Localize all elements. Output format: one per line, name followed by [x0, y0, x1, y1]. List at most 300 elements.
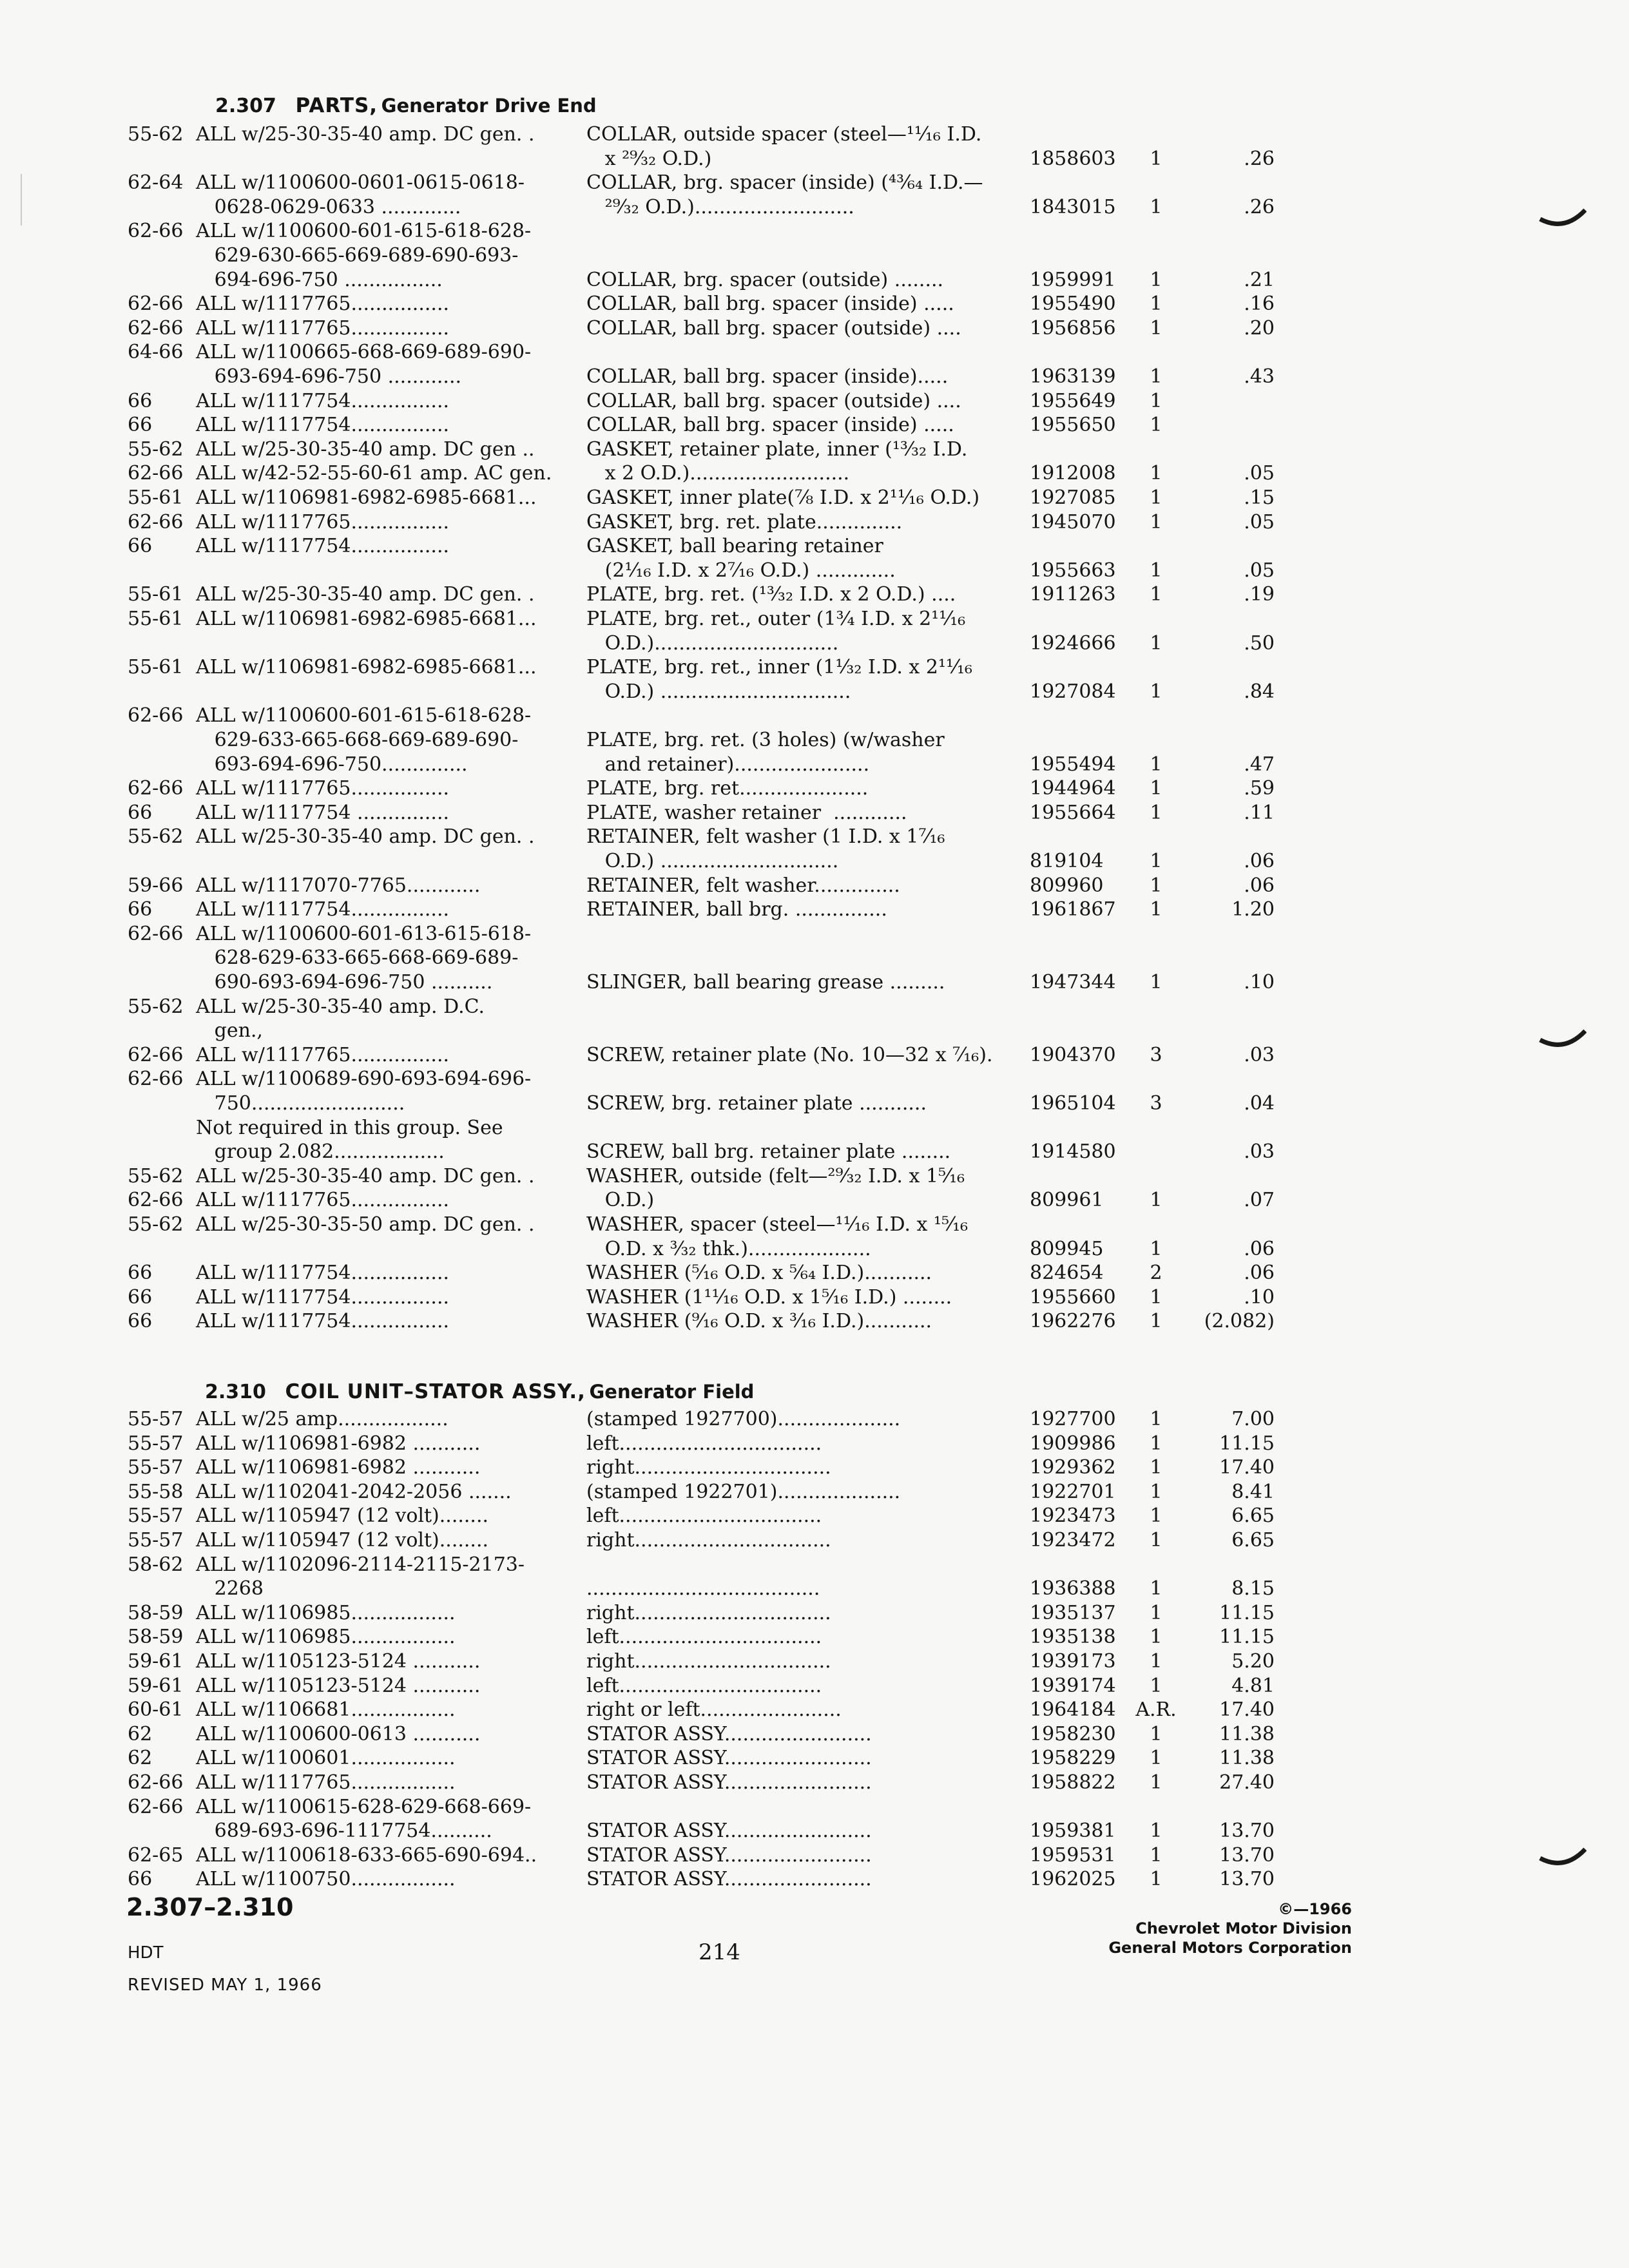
quantity-cell: 1 [1150, 1408, 1162, 1430]
corporation-name: General Motors Corporation [1108, 1939, 1352, 1957]
description-cell: (2¹⁄₁₆ I.D. x 2⁷⁄₁₆ O.D.) ............. [586, 559, 896, 582]
description-cell: PLATE, brg. ret..................... [586, 777, 869, 800]
application-cell: ALL w/25-30-35-50 amp. DC gen. . [196, 1213, 535, 1236]
description-cell: WASHER, spacer (steel—¹¹⁄₁₆ I.D. x ¹⁵⁄₁₆ [586, 1213, 969, 1236]
quantity-cell: 1 [1150, 680, 1162, 703]
price-cell: 7.00 [1231, 1408, 1275, 1430]
description-cell: RETAINER, felt washer (1 I.D. x 1⁷⁄₁₆ [586, 825, 945, 849]
part-number-cell: 1911263 [1030, 583, 1116, 606]
description-cell: O.D.).............................. [586, 631, 839, 655]
price-cell: .43 [1244, 365, 1275, 388]
part-number-cell: 1935137 [1030, 1601, 1116, 1624]
part-number-cell: 1922701 [1030, 1480, 1116, 1503]
part-number-cell: 1955663 [1030, 559, 1116, 582]
application-cell: ALL w/1106985................. [196, 1601, 456, 1624]
application-cell: ALL w/1106981-6982 ........... [196, 1432, 481, 1455]
price-cell: .50 [1244, 631, 1275, 655]
description-cell: right or left....................... [586, 1698, 842, 1722]
quantity-cell: 1 [1150, 850, 1162, 872]
year-cell: 62-66 [128, 1771, 184, 1794]
edge-tick-mark [1539, 1028, 1586, 1054]
quantity-cell: 1 [1150, 1601, 1162, 1624]
year-cell: 66 [128, 535, 153, 558]
year-cell: 62-66 [128, 1189, 184, 1212]
year-cell: 64-66 [128, 341, 184, 364]
quantity-cell: 1 [1150, 559, 1162, 582]
year-cell: 55-61 [128, 608, 184, 630]
description-cell: SCREW, ball brg. retainer plate ........ [586, 1140, 951, 1164]
price-cell: (2.082) [1204, 1310, 1275, 1333]
year-cell: 59-61 [128, 1650, 184, 1673]
application-cell: ALL w/1100615-628-629-668-669- [196, 1795, 532, 1818]
quantity-cell: 1 [1150, 1868, 1162, 1891]
price-cell: 4.81 [1231, 1674, 1275, 1697]
part-number-cell: 809961 [1030, 1189, 1104, 1212]
part-number-cell: 809945 [1030, 1237, 1104, 1260]
price-cell: 27.40 [1219, 1771, 1275, 1794]
application-cell: ALL w/1105947 (12 volt)........ [196, 1504, 489, 1528]
quantity-cell: 1 [1150, 898, 1162, 921]
year-cell: 66 [128, 801, 153, 824]
application-cell: ALL w/25-30-35-40 amp. DC gen. . [196, 583, 535, 606]
application-cell: ALL w/1105947 (12 volt)........ [196, 1529, 489, 1552]
quantity-cell: 1 [1150, 316, 1162, 340]
year-cell: 62-66 [128, 704, 184, 727]
year-cell: 62-66 [128, 293, 184, 316]
part-number-cell: 1959991 [1030, 268, 1116, 291]
quantity-cell: 1 [1150, 414, 1162, 437]
price-cell: 13.70 [1219, 1820, 1275, 1843]
margin-rule [21, 174, 22, 226]
section-title-2-310 [205, 1380, 754, 1403]
description-cell: x ²⁹⁄₃₂ O.D.) [586, 147, 712, 170]
quantity-cell: 1 [1150, 801, 1162, 824]
year-cell: 55-62 [128, 825, 184, 849]
price-cell: 1.20 [1231, 898, 1275, 921]
description-cell: ²⁹⁄₃₂ O.D.).......................... [586, 195, 854, 218]
description-cell: WASHER (⁹⁄₁₆ O.D. x ³⁄₁₆ I.D.)........... [586, 1310, 932, 1333]
year-cell: 55-62 [128, 1213, 184, 1236]
application-cell: ALL w/25-30-35-40 amp. DC gen. . [196, 1164, 535, 1187]
description-cell: PLATE, brg. ret., outer (1¾ I.D. x 2¹¹⁄₁₆ [586, 608, 966, 630]
part-number-cell: 1914580 [1030, 1140, 1116, 1164]
year-cell: 58-59 [128, 1601, 184, 1624]
quantity-cell: 2 [1150, 1262, 1162, 1285]
division-name: Chevrolet Motor Division [1135, 1919, 1352, 1937]
description-cell: O.D.) ............................... [586, 680, 851, 703]
price-cell: .05 [1244, 510, 1275, 533]
application-cell: ALL w/1117765................ [196, 316, 450, 340]
year-cell: 59-66 [128, 874, 184, 897]
application-cell: ALL w/1117765................ [196, 1189, 450, 1212]
price-cell: .16 [1244, 293, 1275, 316]
description-cell: O.D. x ³⁄₃₂ thk.).................... [586, 1237, 871, 1260]
quantity-cell: 1 [1150, 1650, 1162, 1673]
part-number-cell: 1912008 [1030, 462, 1116, 485]
price-cell: 11.15 [1219, 1432, 1275, 1455]
year-cell: 66 [128, 898, 153, 921]
application-cell: ALL w/1117070-7765............ [196, 874, 481, 897]
quantity-cell: 1 [1150, 874, 1162, 897]
quantity-cell: 1 [1150, 1577, 1162, 1600]
description-cell: (stamped 1927700).................... [586, 1408, 901, 1430]
quantity-cell: 1 [1150, 1843, 1162, 1867]
description-cell: right................................ [586, 1529, 831, 1552]
section-name: COIL UNIT–STATOR ASSY., [285, 1380, 586, 1403]
section-subtitle: Generator Field [589, 1381, 755, 1403]
description-cell: STATOR ASSY........................ [586, 1771, 872, 1794]
year-cell: 55-57 [128, 1408, 184, 1430]
part-number-cell: 1929362 [1030, 1456, 1116, 1479]
part-number-cell: 1923473 [1030, 1504, 1116, 1528]
price-cell: .07 [1244, 1189, 1275, 1212]
price-cell: 6.65 [1231, 1529, 1275, 1552]
quantity-cell: 1 [1150, 462, 1162, 485]
part-number-cell: 1956856 [1030, 316, 1116, 340]
description-cell: COLLAR, outside spacer (steel—¹¹⁄₁₆ I.D. [586, 123, 982, 146]
part-number-cell: 1939173 [1030, 1650, 1116, 1673]
application-cell: ALL w/1100600-601-615-618-628- [196, 704, 532, 727]
quantity-cell: 1 [1150, 1747, 1162, 1770]
price-cell: .03 [1244, 1140, 1275, 1164]
year-cell: 62 [128, 1722, 153, 1745]
quantity-cell: 1 [1150, 293, 1162, 316]
quantity-cell: 1 [1150, 1771, 1162, 1794]
quantity-cell: 1 [1150, 631, 1162, 655]
part-number-cell: 1955650 [1030, 414, 1116, 437]
edge-tick-mark [1539, 1847, 1586, 1872]
part-number-cell: 1843015 [1030, 195, 1116, 218]
description-cell: WASHER (⁵⁄₁₆ O.D. x ⁵⁄₆₄ I.D.)........... [586, 1262, 932, 1285]
application-cell: Not required in this group. See [196, 1116, 503, 1139]
price-cell: .06 [1244, 1237, 1275, 1260]
year-cell: 55-62 [128, 1164, 184, 1187]
price-cell: .19 [1244, 583, 1275, 606]
application-cell: 0628-0629-0633 ............. [196, 195, 461, 218]
quantity-cell: 1 [1150, 365, 1162, 388]
price-cell: 17.40 [1219, 1698, 1275, 1722]
price-cell: .20 [1244, 316, 1275, 340]
part-number-cell: 1947344 [1030, 971, 1116, 994]
quantity-cell: 1 [1150, 1626, 1162, 1649]
year-cell: 55-57 [128, 1529, 184, 1552]
application-cell: ALL w/1117754................ [196, 389, 450, 412]
application-cell: ALL w/25-30-35-40 amp. DC gen. . [196, 123, 535, 146]
part-number-cell: 1962276 [1030, 1310, 1116, 1333]
description-cell: GASKET, inner plate(⅞ I.D. x 2¹¹⁄₁₆ O.D.) [586, 486, 980, 509]
price-cell: .10 [1244, 1285, 1275, 1309]
part-number-cell: 1955490 [1030, 293, 1116, 316]
year-cell: 62-66 [128, 510, 184, 533]
quantity-cell: 1 [1150, 1432, 1162, 1455]
price-cell: 11.15 [1219, 1601, 1275, 1624]
part-number-cell: 819104 [1030, 850, 1104, 872]
quantity-cell: 1 [1150, 195, 1162, 218]
quantity-cell: 1 [1150, 1722, 1162, 1745]
section-name: PARTS, [295, 94, 378, 117]
year-cell: 62-65 [128, 1843, 184, 1867]
description-cell: right................................ [586, 1456, 831, 1479]
application-cell: ALL w/1117754................ [196, 1285, 450, 1309]
description-cell: right................................ [586, 1650, 831, 1673]
description-cell: WASHER, outside (felt—²⁹⁄₃₂ I.D. x 1⁵⁄₁₆ [586, 1164, 965, 1187]
description-cell: PLATE, brg. ret. (¹³⁄₃₂ I.D. x 2 O.D.) .... [586, 583, 956, 606]
quantity-cell: 1 [1150, 486, 1162, 509]
part-number-cell: 1939174 [1030, 1674, 1116, 1697]
year-cell: 58-59 [128, 1626, 184, 1649]
part-number-cell: 1958230 [1030, 1722, 1116, 1745]
section-subtitle: Generator Drive End [381, 95, 597, 117]
year-cell: 66 [128, 414, 153, 437]
price-cell: .06 [1244, 874, 1275, 897]
part-number-cell: 1958229 [1030, 1747, 1116, 1770]
application-cell: 628-629-633-665-668-669-689- [196, 947, 519, 970]
description-cell: STATOR ASSY........................ [586, 1843, 872, 1867]
description-cell: PLATE, brg. ret. (3 holes) (w/washer [586, 729, 945, 751]
description-cell: COLLAR, ball brg. spacer (outside) .... [586, 389, 961, 412]
part-number-cell: 1923472 [1030, 1529, 1116, 1552]
year-cell: 66 [128, 389, 153, 412]
description-cell: STATOR ASSY........................ [586, 1868, 872, 1891]
price-cell: .26 [1244, 147, 1275, 170]
year-cell: 55-58 [128, 1480, 184, 1503]
application-cell: ALL w/1106981-6982-6985-6681... [196, 608, 537, 630]
part-number-cell: 1955664 [1030, 801, 1116, 824]
description-cell: ...................................... [586, 1577, 820, 1600]
quantity-cell: 1 [1150, 147, 1162, 170]
year-cell: 55-57 [128, 1432, 184, 1455]
price-cell: 8.15 [1231, 1577, 1275, 1600]
year-cell: 66 [128, 1868, 153, 1891]
part-number-cell: 1944964 [1030, 777, 1116, 800]
part-number-cell: 1945070 [1030, 510, 1116, 533]
part-number-cell: 1909986 [1030, 1432, 1116, 1455]
price-cell: .06 [1244, 850, 1275, 872]
quantity-cell: 1 [1150, 1504, 1162, 1528]
section-number: 2.307 [215, 95, 276, 117]
part-number-cell: 1964184 [1030, 1698, 1116, 1722]
quantity-cell: 1 [1150, 971, 1162, 994]
year-cell: 60-61 [128, 1698, 184, 1722]
section-title-2-307 [215, 94, 597, 117]
quantity-cell: 1 [1150, 389, 1162, 412]
year-cell: 62-66 [128, 1795, 184, 1818]
application-cell: ALL w/1102096-2114-2115-2173- [196, 1553, 525, 1576]
description-cell: GASKET, ball bearing retainer [586, 535, 883, 558]
part-number-cell: 1955649 [1030, 389, 1116, 412]
application-cell: ALL w/1117754................ [196, 414, 450, 437]
application-cell: ALL w/1100750................. [196, 1868, 456, 1891]
price-cell: .10 [1244, 971, 1275, 994]
year-cell: 55-57 [128, 1456, 184, 1479]
copyright-year: ©—1966 [1278, 1900, 1352, 1918]
description-cell: COLLAR, ball brg. spacer (inside) ..... [586, 293, 954, 316]
part-number-cell: 1962025 [1030, 1868, 1116, 1891]
application-cell: 629-630-665-669-689-690-693- [196, 244, 519, 267]
application-cell: ALL w/1117754 ............... [196, 801, 450, 824]
year-cell: 55-57 [128, 1504, 184, 1528]
part-number-cell: 1955494 [1030, 753, 1116, 776]
description-cell: COLLAR, ball brg. spacer (inside)..... [586, 365, 949, 388]
application-cell: ALL w/1117754................ [196, 1310, 450, 1333]
quantity-cell: 1 [1150, 510, 1162, 533]
description-cell: left................................. [586, 1504, 822, 1528]
application-cell: ALL w/1117754................ [196, 1262, 450, 1285]
part-number-cell: 824654 [1030, 1262, 1104, 1285]
application-cell: ALL w/1106981-6982 ........... [196, 1456, 481, 1479]
quantity-cell: 1 [1150, 1674, 1162, 1697]
year-cell: 59-61 [128, 1674, 184, 1697]
edge-tick-mark [1539, 207, 1586, 233]
price-cell: .47 [1244, 753, 1275, 776]
quantity-cell: 1 [1150, 777, 1162, 800]
quantity-cell: 1 [1150, 753, 1162, 776]
description-cell: RETAINER, felt washer.............. [586, 874, 900, 897]
price-cell: .21 [1244, 268, 1275, 291]
application-cell: ALL w/1117754................ [196, 898, 450, 921]
quantity-cell: 1 [1150, 583, 1162, 606]
quantity-cell: 1 [1150, 1820, 1162, 1843]
description-cell: RETAINER, ball brg. ............... [586, 898, 887, 921]
page-number: 214 [699, 1939, 740, 1965]
application-cell: 2268 [196, 1577, 264, 1600]
year-cell: 62-66 [128, 922, 184, 945]
description-cell: COLLAR, brg. spacer (inside) (⁴³⁄₆₄ I.D.— [586, 171, 983, 195]
footer-revised-date: REVISED MAY 1, 1966 [128, 1975, 322, 1995]
quantity-cell: 3 [1150, 1092, 1162, 1115]
part-number-cell: 1924666 [1030, 631, 1116, 655]
application-cell: 694-696-750 ................ [196, 268, 443, 291]
footer-section-range: 2.307–2.310 [126, 1893, 294, 1921]
application-cell: ALL w/1106985................. [196, 1626, 456, 1649]
quantity-cell: A.R. [1135, 1698, 1177, 1722]
part-number-cell: 1927084 [1030, 680, 1116, 703]
application-cell: group 2.082.................. [196, 1140, 445, 1164]
price-cell: .06 [1244, 1262, 1275, 1285]
application-cell: ALL w/1100600-0613 ........... [196, 1722, 481, 1745]
description-cell: left................................. [586, 1626, 822, 1649]
year-cell: 55-61 [128, 656, 184, 679]
application-cell: ALL w/42-52-55-60-61 amp. AC gen. [196, 462, 552, 485]
application-cell: ALL w/1105123-5124 ........... [196, 1650, 481, 1673]
application-cell: ALL w/1100600-601-613-615-618- [196, 922, 532, 945]
description-cell: left................................. [586, 1674, 822, 1697]
quantity-cell: 1 [1150, 1237, 1162, 1260]
part-number-cell: 809960 [1030, 874, 1104, 897]
price-cell: .15 [1244, 486, 1275, 509]
application-cell: ALL w/25-30-35-40 amp. DC gen .. [196, 437, 535, 461]
description-cell: SCREW, retainer plate (No. 10—32 x ⁷⁄₁₆). [586, 1043, 993, 1066]
description-cell: COLLAR, ball brg. spacer (outside) .... [586, 316, 961, 340]
application-cell: ALL w/1106981-6982-6985-6681... [196, 486, 537, 509]
application-cell: ALL w/1100600-601-615-618-628- [196, 220, 532, 243]
part-number-cell: 1963139 [1030, 365, 1116, 388]
price-cell: .05 [1244, 559, 1275, 582]
year-cell: 58-62 [128, 1553, 184, 1576]
footer-copyright-block [1108, 1899, 1352, 1957]
description-cell: SLINGER, ball bearing grease ......... [586, 971, 945, 994]
year-cell: 55-62 [128, 995, 184, 1018]
description-cell: COLLAR, ball brg. spacer (inside) ..... [586, 414, 954, 437]
year-cell: 62-66 [128, 1068, 184, 1091]
application-cell: ALL w/1117765................ [196, 1043, 450, 1066]
description-cell: PLATE, washer retainer ............ [586, 801, 907, 824]
description-cell: STATOR ASSY........................ [586, 1722, 872, 1745]
price-cell: .26 [1244, 195, 1275, 218]
quantity-cell: 1 [1150, 268, 1162, 291]
year-cell: 62-66 [128, 220, 184, 243]
application-cell: ALL w/1117765................ [196, 777, 450, 800]
part-number-cell: 1935138 [1030, 1626, 1116, 1649]
part-number-cell: 1936388 [1030, 1577, 1116, 1600]
year-cell: 62-66 [128, 462, 184, 485]
description-cell: WASHER (1¹¹⁄₁₆ O.D. x 1⁵⁄₁₆ I.D.) ........ [586, 1285, 952, 1309]
description-cell: O.D.) ............................. [586, 850, 839, 872]
application-cell: ALL w/1117765................ [196, 293, 450, 316]
year-cell: 62-64 [128, 171, 184, 195]
year-cell: 66 [128, 1262, 153, 1285]
description-cell: left................................. [586, 1432, 822, 1455]
application-cell: 750......................... [196, 1092, 405, 1115]
application-cell: 693-694-696-750 ............ [196, 365, 462, 388]
price-cell: 8.41 [1231, 1480, 1275, 1503]
part-number-cell: 1959531 [1030, 1843, 1116, 1867]
part-number-cell: 1927085 [1030, 486, 1116, 509]
quantity-cell: 1 [1150, 1189, 1162, 1212]
application-cell: 629-633-665-668-669-689-690- [196, 729, 519, 751]
quantity-cell: 1 [1150, 1456, 1162, 1479]
price-cell: .84 [1244, 680, 1275, 703]
description-cell: STATOR ASSY........................ [586, 1820, 872, 1843]
price-cell: .59 [1244, 777, 1275, 800]
section-number: 2.310 [205, 1381, 266, 1403]
description-cell: SCREW, brg. retainer plate ........... [586, 1092, 927, 1115]
year-cell: 55-61 [128, 583, 184, 606]
application-cell: ALL w/1105123-5124 ........... [196, 1674, 481, 1697]
quantity-cell: 1 [1150, 1529, 1162, 1552]
price-cell: 11.38 [1219, 1722, 1275, 1745]
application-cell: ALL w/25-30-35-40 amp. D.C. [196, 995, 485, 1018]
description-cell: GASKET, brg. ret. plate.............. [586, 510, 903, 533]
application-cell: ALL w/1100618-633-665-690-694.. [196, 1843, 537, 1867]
year-cell: 62-66 [128, 316, 184, 340]
quantity-cell: 1 [1150, 1310, 1162, 1333]
year-cell: 62 [128, 1747, 153, 1770]
part-number-cell: 1904370 [1030, 1043, 1116, 1066]
price-cell: 11.38 [1219, 1747, 1275, 1770]
application-cell: ALL w/1100601................. [196, 1747, 456, 1770]
part-number-cell: 1958822 [1030, 1771, 1116, 1794]
application-cell: 689-693-696-1117754.......... [196, 1820, 492, 1843]
application-cell: ALL w/1100600-0601-0615-0618- [196, 171, 525, 195]
application-cell: 693-694-696-750.............. [196, 753, 468, 776]
part-number-cell: 1955660 [1030, 1285, 1116, 1309]
price-cell: 11.15 [1219, 1626, 1275, 1649]
year-cell: 66 [128, 1285, 153, 1309]
price-cell: 13.70 [1219, 1843, 1275, 1867]
year-cell: 55-61 [128, 486, 184, 509]
price-cell: 5.20 [1231, 1650, 1275, 1673]
year-cell: 66 [128, 1310, 153, 1333]
year-cell: 55-62 [128, 123, 184, 146]
application-cell: ALL w/1100665-668-669-689-690- [196, 341, 532, 364]
description-cell: COLLAR, brg. spacer (outside) ........ [586, 268, 944, 291]
description-cell: right................................ [586, 1601, 831, 1624]
price-cell: 6.65 [1231, 1504, 1275, 1528]
description-cell: PLATE, brg. ret., inner (1¹⁄₃₂ I.D. x 2¹¹⁄₁₆ [586, 656, 973, 679]
year-cell: 62-66 [128, 777, 184, 800]
price-cell: .04 [1244, 1092, 1275, 1115]
